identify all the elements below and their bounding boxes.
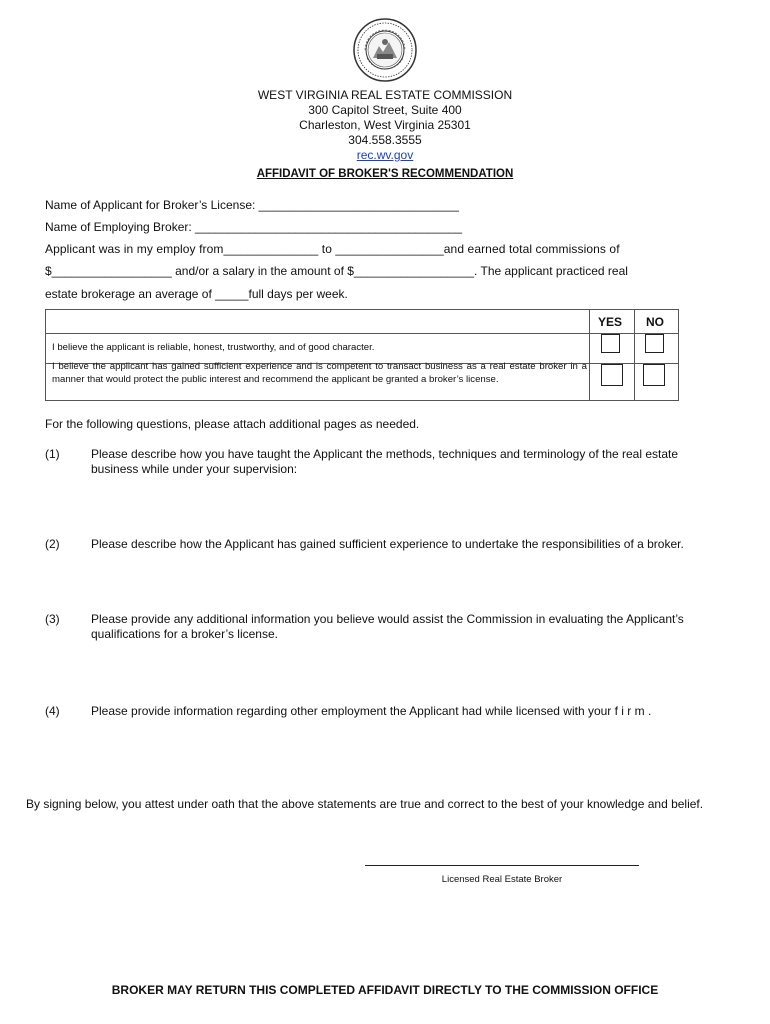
character-statement: I believe the applicant is reliable, honest, trustworthy, and of good character.	[52, 342, 375, 353]
question-4-text: Please provide information regarding other employment the Applicant had while licensed with your f i r m .	[91, 704, 652, 718]
return-instructions-footer: BROKER MAY RETURN THIS COMPLETED AFFIDAVIT DIRECTLY TO THE COMMISSION OFFICE	[111, 983, 659, 997]
commission-salary-field[interactable]: $__________________ and/or a salary in the amount of $__________________. The applicant practiced real	[45, 264, 628, 278]
agency-address-line2: Charleston, West Virginia 25301	[299, 118, 471, 132]
table-row	[46, 361, 678, 400]
question-3-text: Please provide any additional information you believe would assist the Commission in evaluating the Applicant’s qualifications for a broker’s license.	[91, 612, 684, 641]
table-row	[46, 333, 678, 364]
signature-line[interactable]	[365, 865, 639, 866]
question-2-number: (2)	[45, 537, 60, 551]
form-title: AFFIDAVIT OF BROKER'S RECOMMENDATION	[256, 168, 514, 180]
applicant-name-field[interactable]: Name of Applicant for Broker’s License: ______________________________	[45, 198, 459, 212]
signature-label: Licensed Real Estate Broker	[441, 874, 563, 885]
employment-dates-field[interactable]: Applicant was in my employ from______________ to ________________and earned total commissions of	[45, 242, 620, 256]
agency-address-line1: 300 Capitol Street, Suite 400	[308, 103, 462, 117]
attestation-text: By signing below, you attest under oath that the above statements are true and correct to the best of your knowledge and belief.	[26, 797, 704, 811]
state-seal-icon	[353, 18, 417, 82]
agency-phone: 304.558.3555	[348, 133, 422, 147]
website-link[interactable]: rec.wv.gov	[356, 148, 414, 162]
yes-column-header: YES	[597, 315, 622, 329]
question-2-text: Please describe how the Applicant has gained sufficient experience to undertake the responsibilities of a broker.	[91, 537, 684, 551]
question-1-text: Please describe how you have taught the Applicant the methods, techniques and terminology of the real estate business while under your supervision:	[91, 447, 679, 476]
character-no-checkbox[interactable]	[645, 334, 664, 353]
experience-yes-checkbox[interactable]	[601, 364, 623, 386]
instructions-text: For the following questions, please attach additional pages as needed.	[45, 417, 420, 431]
table-header-row	[46, 310, 678, 334]
experience-statement: I believe the applicant has gained sufficient experience and is competent to transact business as a real estate broker in a manner that would protect the public interest and recommend the applicant be granted a broker’s license.	[52, 361, 587, 385]
recommendation-table	[45, 309, 679, 401]
question-4-number: (4)	[45, 704, 60, 718]
no-column-header: NO	[646, 315, 664, 329]
character-yes-checkbox[interactable]	[601, 334, 620, 353]
question-1-number: (1)	[45, 447, 60, 461]
agency-name: WEST VIRGINIA REAL ESTATE COMMISSION	[257, 88, 513, 102]
days-per-week-field[interactable]: estate brokerage an average of _____full days per week.	[45, 287, 348, 301]
employing-broker-field[interactable]: Name of Employing Broker: ________________________________________	[45, 220, 463, 234]
experience-no-checkbox[interactable]	[643, 364, 665, 386]
question-3-number: (3)	[45, 612, 60, 626]
